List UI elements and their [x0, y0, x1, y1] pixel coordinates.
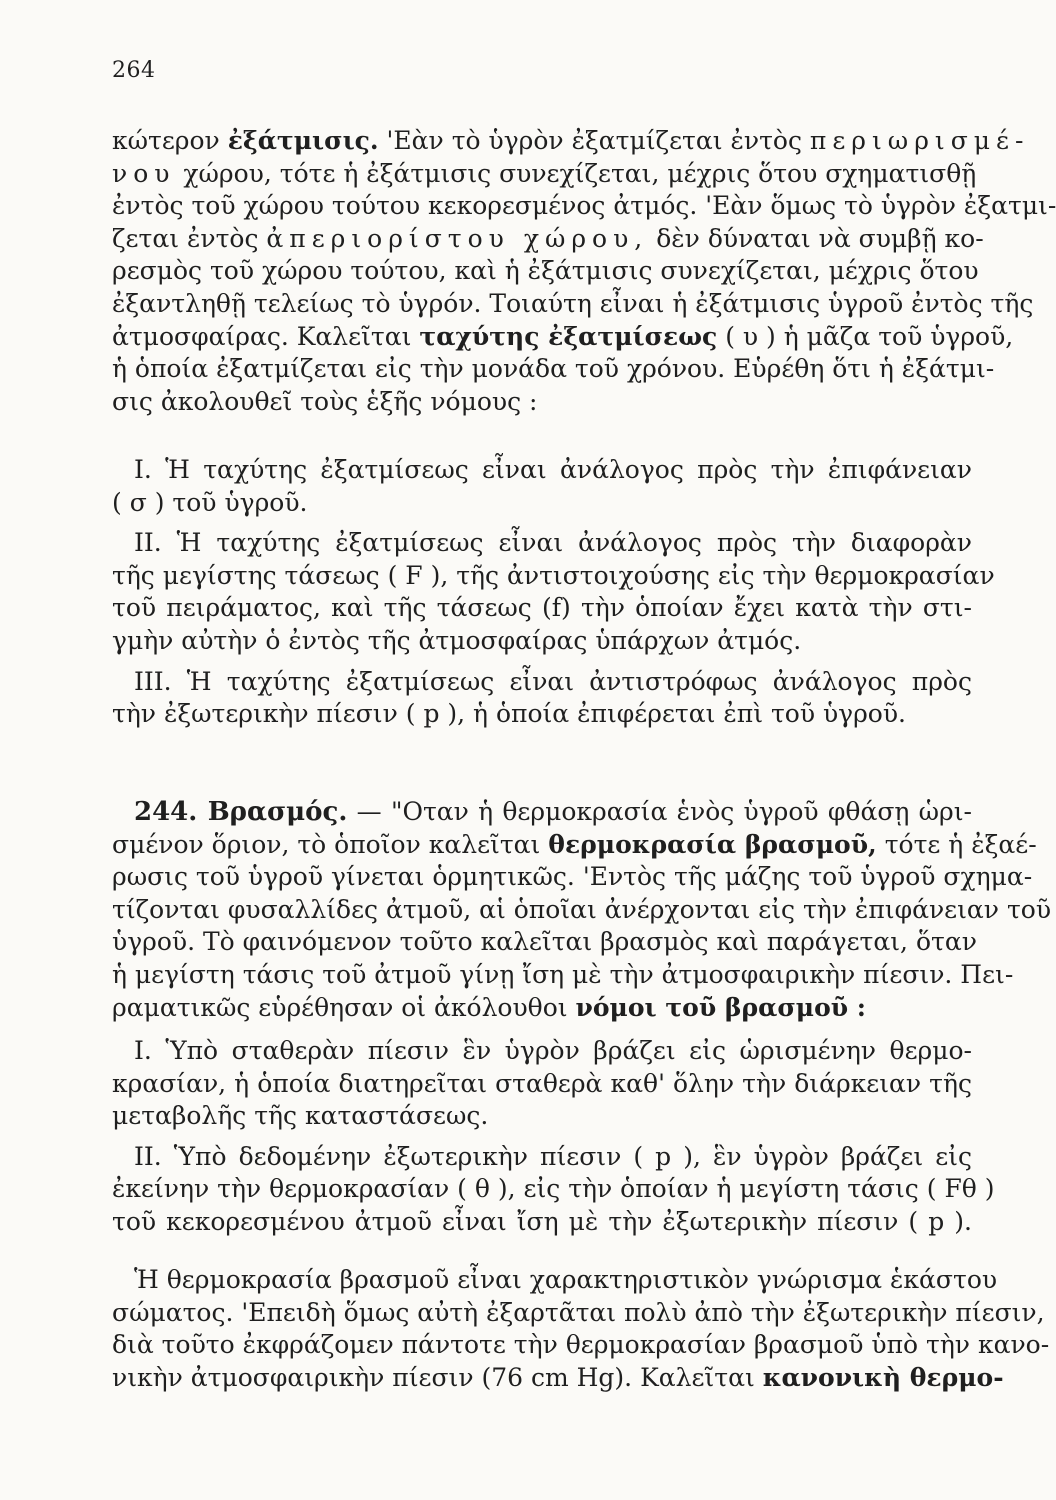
text-line: τίζονται φυσαλλίδες ἀτμοῦ, αἱ ὁποῖαι ἀνέρχονται εἰς τὴν ἐπιφάνειαν τοῦ: [112, 894, 1052, 924]
bold-term: θερμοκρασία βρασμοῦ,: [548, 829, 877, 859]
text-line: ρωσις τοῦ ὑγροῦ γίνεται ὁρμητικῶς. 'Εντὸς τῆς μάζης τοῦ ὑγροῦ σχημα-: [112, 862, 1033, 892]
law-line: III. Ἡ ταχύτης ἐξατμίσεως εἶναι ἀντιστρόφως ἀνάλογος πρὸς: [134, 666, 972, 696]
page-number: 264: [112, 58, 156, 83]
bold-term: νόμοι τοῦ βρασμοῦ :: [575, 992, 867, 1022]
law-line: I. Ὑπὸ σταθερὰν πίεσιν ἓν ὑγρὸν βράζει εἰς ὡρισμένην θερμο-: [134, 1036, 972, 1065]
bold-term: ταχύτης ἐξατμίσεως: [419, 321, 718, 351]
text-line: κώτερον ἐξάτμισις. 'Εὰν τὸ ὑγρὸν ἐξατμίζεται ἐντὸς περιωρισμέ-: [112, 126, 1030, 155]
laws-of-boiling: [112, 1035, 995, 1239]
paragraph-boiling-temperature: [112, 1264, 1050, 1394]
law-line: ( σ ) τοῦ ὑγροῦ.: [112, 487, 308, 517]
laws-of-evaporation: [112, 454, 995, 731]
text-line: ἐντὸς τοῦ χώρου τούτου κεκορεσμένος ἀτμός. 'Εὰν ὅμως τὸ ὑγρὸν ἐξατμι-: [112, 191, 1056, 221]
bold-term: κανονικὴ θερμο-: [762, 1362, 1004, 1392]
paragraph-evaporation: [112, 125, 1056, 418]
law-line: ἐκείνην τὴν θερμοκρασίαν ( θ ), εἰς τὴν ὁποίαν ἡ μεγίστη τάσις ( Fθ ): [112, 1174, 995, 1204]
text-line: νικὴν ἀτμοσφαιρικὴν πίεσιν (76 cm Hg). Καλεῖται κανονικὴ θερμο-: [112, 1362, 1004, 1392]
text-line: ἐξαντληθῇ τελείως τὸ ὑγρόν. Τοιαύτη εἶναι ἡ ἐξάτμισις ὑγροῦ ἐντὸς τῆς: [112, 288, 1034, 318]
law-line: I. Ἡ ταχύτης ἐξατμίσεως εἶναι ἀνάλογος πρὸς τὴν ἐπιφάνειαν: [134, 455, 972, 484]
section-244-boiling: [112, 796, 1052, 1024]
law-line: τοῦ πειράματος, καὶ τῆς τάσεως (f) τὴν ὁποίαν ἔχει κατὰ τὴν στι-: [112, 593, 972, 623]
text-line: σμένον ὅριον, τὸ ὁποῖον καλεῖται θερμοκρασία βρασμοῦ, τότε ἡ ἐξαέ-: [112, 829, 1037, 859]
law-line: τῆς μεγίστης τάσεως ( F ), τῆς ἀντιστοιχούσης εἰς τὴν θερμοκρασίαν: [112, 560, 995, 590]
text-line: νου χώρου, τότε ἡ ἐξάτμισις συνεχίζεται, μέχρις ὅτου σχηματισθῇ: [112, 158, 977, 188]
law-line: II. Ὑπὸ δεδομένην ἐξωτερικὴν πίεσιν ( p ), ἓν ὑγρὸν βράζει εἰς: [134, 1141, 972, 1171]
text-line: 244. Βρασμός. — "Οταν ἡ θερμοκρασία ἑνὸς ὑγροῦ φθάσῃ ὡρι-: [134, 797, 972, 827]
text-line: ραματικῶς εὑρέθησαν οἱ ἀκόλουθοι νόμοι τοῦ βρασμοῦ :: [112, 992, 867, 1022]
text-line: ἀτμοσφαίρας. Καλεῖται ταχύτης ἐξατμίσεως ( υ ) ἡ μᾶζα τοῦ ὑγροῦ,: [112, 321, 1014, 351]
text-line: ζεται ἐντὸς ἀπεριορίστου χώρου, δὲν δύναται νὰ συμβῇ κο-: [112, 223, 984, 253]
law-line: γμὴν αὐτὴν ὁ ἐντὸς τῆς ἀτμοσφαίρας ὑπάρχων ἀτμός.: [112, 625, 802, 655]
section-heading: 244. Βρασμός.: [134, 797, 348, 827]
spaced-term: νου: [112, 158, 176, 188]
law-line: τοῦ κεκορεσμένου ἀτμοῦ εἶναι ἴση μὲ τὴν ἐξωτερικὴν πίεσιν ( p ).: [112, 1206, 972, 1236]
text-line: ἡ μεγίστη τάσις τοῦ ἀτμοῦ γίνῃ ἴση μὲ τὴν ἀτμοσφαιρικὴν πίεσιν. Πει-: [112, 959, 1014, 989]
text-line: ὑγροῦ. Τὸ φαινόμενον τοῦτο καλεῖται βρασμὸς καὶ παράγεται, ὅταν: [112, 927, 977, 957]
bold-term: ἐξάτμισις.: [227, 126, 379, 155]
law-line: τὴν ἐξωτερικὴν πίεσιν ( p ), ἡ ὁποία ἐπιφέρεται ἐπὶ τοῦ ὑγροῦ.: [112, 699, 907, 729]
text-line: ρεσμὸς τοῦ χώρου τούτου, καὶ ἡ ἐξάτμισις συνεχίζεται, μέχρις ὅτου: [112, 256, 979, 286]
law-line: μεταβολῆς τῆς καταστάσεως.: [112, 1101, 489, 1131]
law-line: κρασίαν, ἡ ὁποία διατηρεῖται σταθερὰ καθ' ὅλην τὴν διάρκειαν τῆς: [112, 1068, 972, 1098]
law-line: II. Ἡ ταχύτης ἐξατμίσεως εἶναι ἀνάλογος πρὸς τὴν διαφορὰν: [134, 528, 972, 558]
text-line: σώματος. 'Επειδὴ ὅμως αὐτὴ ἐξαρτᾶται πολὺ ἀπὸ τὴν ἐξωτερικὴν πίεσιν,: [112, 1297, 1045, 1327]
text-line: σις ἀκολουθεῖ τοὺς ἑξῆς νόμους :: [112, 386, 538, 416]
text-line: διὰ τοῦτο ἐκφράζομεν πάντοτε τὴν θερμοκρασίαν βρασμοῦ ὑπὸ τὴν κανο-: [112, 1330, 1050, 1360]
spaced-term: περιωρισμέ-: [809, 126, 1030, 155]
text-line: Ἡ θερμοκρασία βρασμοῦ εἶναι χαρακτηριστικὸν γνώρισμα ἑκάστου: [134, 1265, 998, 1294]
spaced-term: ἀπεριορίστου χώρου,: [266, 223, 649, 253]
text-line: ἡ ὁποία ἐξατμίζεται εἰς τὴν μονάδα τοῦ χρόνου. Εὑρέθη ὅτι ἡ ἐξάτμι-: [112, 354, 995, 384]
